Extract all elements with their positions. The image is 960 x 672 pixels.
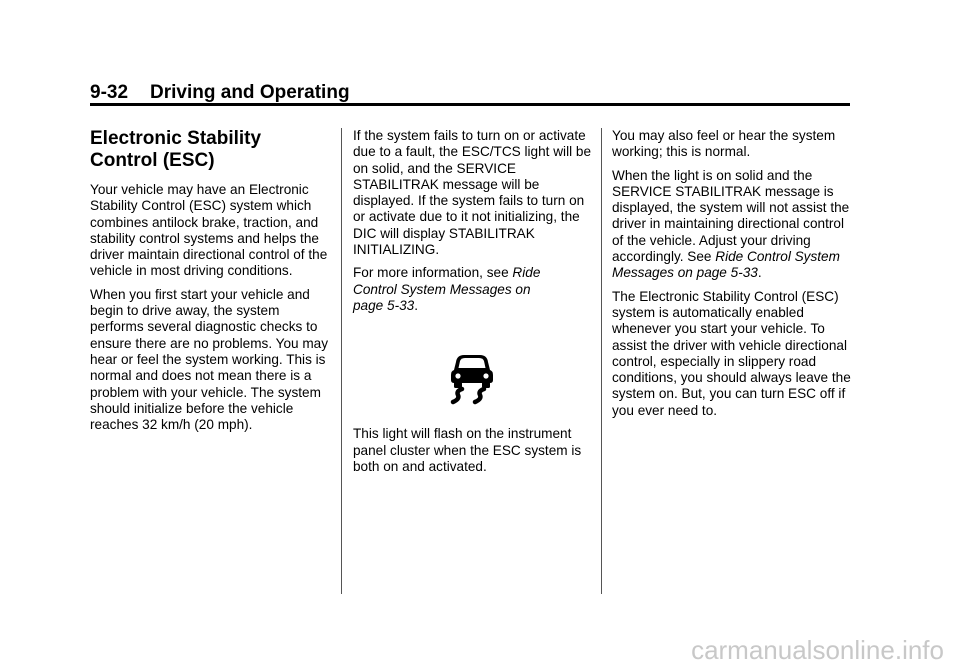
paragraph: You may also feel or hear the system working; this is normal.: [612, 128, 836, 160]
reference-prefix: For more information, see: [353, 265, 513, 281]
paragraph: Your vehicle may have an Electronic Stability Control (ESC) system which combines antilock brake, traction, and stability control systems and helps the driver maintain directional control of the vehicle in most driving conditions.: [90, 182, 328, 279]
column-3: [612, 128, 852, 426]
paragraph: The Electronic Stability Control (ESC) system is automatically enabled whenever you start your vehicle. To assist the driver with vehicle directional control, especially in slippery road conditions, you should always leave the system on. But, you can turn ESC off if you ever need to.: [612, 288, 851, 418]
cross-reference-link[interactable]: Control System Messages on: [353, 281, 531, 297]
cross-reference-link[interactable]: page 5-33: [353, 297, 415, 313]
reference-suffix: .: [757, 265, 762, 281]
section-title: [90, 128, 335, 172]
cross-reference-link[interactable]: Ride: [512, 265, 541, 281]
paragraph-reference: [353, 265, 591, 314]
paragraph: This light will flash on the instrument panel cluster when the ESC system is both on and activated.: [353, 426, 582, 474]
paragraph: If the system fails to turn on or activate due to a fault, the ESC/TCS light will be on solid, and the SERVICE STABILITRAK message will be displayed. If the system fails to turn on or activate due to it not initializing, the DIC will display STABILITRAK INITIALIZING.: [353, 128, 592, 258]
paragraph-text: When the light is on solid and the SERVICE STABILITRAK message is displayed, the system will not assist the driver in maintaining directional control of the vehicle. Adjust your driving accordingly. See: [612, 167, 850, 265]
column-divider: [341, 128, 342, 594]
icon-container: [353, 352, 591, 406]
cross-reference-link[interactable]: Ride Control System Messages on page 5-33: [612, 249, 840, 281]
column-1: [90, 128, 335, 440]
section-title-line2: Control (ESC): [90, 150, 215, 171]
page-header: [90, 81, 350, 105]
paragraph-reference: [612, 168, 852, 282]
chapter-title: Driving and Operating: [150, 82, 350, 103]
section-title-line1: Electronic Stability: [90, 128, 262, 149]
column-divider: [601, 128, 602, 594]
header-rule: [90, 103, 850, 106]
esc-traction-light-icon: [448, 352, 496, 406]
paragraph: When you first start your vehicle and begin to drive away, the system performs several diagnostic checks to ensure there are no problems. You may hear or feel the system working. This is normal and does not mean there is a problem with your vehicle. The system should initialize before the vehicle reaches 32 km/h (20 mph).: [90, 286, 329, 433]
watermark: carmanualsonline.info: [691, 635, 944, 665]
reference-suffix: .: [414, 297, 419, 313]
column-2: [353, 128, 591, 482]
page-number: 9-32: [90, 82, 129, 103]
